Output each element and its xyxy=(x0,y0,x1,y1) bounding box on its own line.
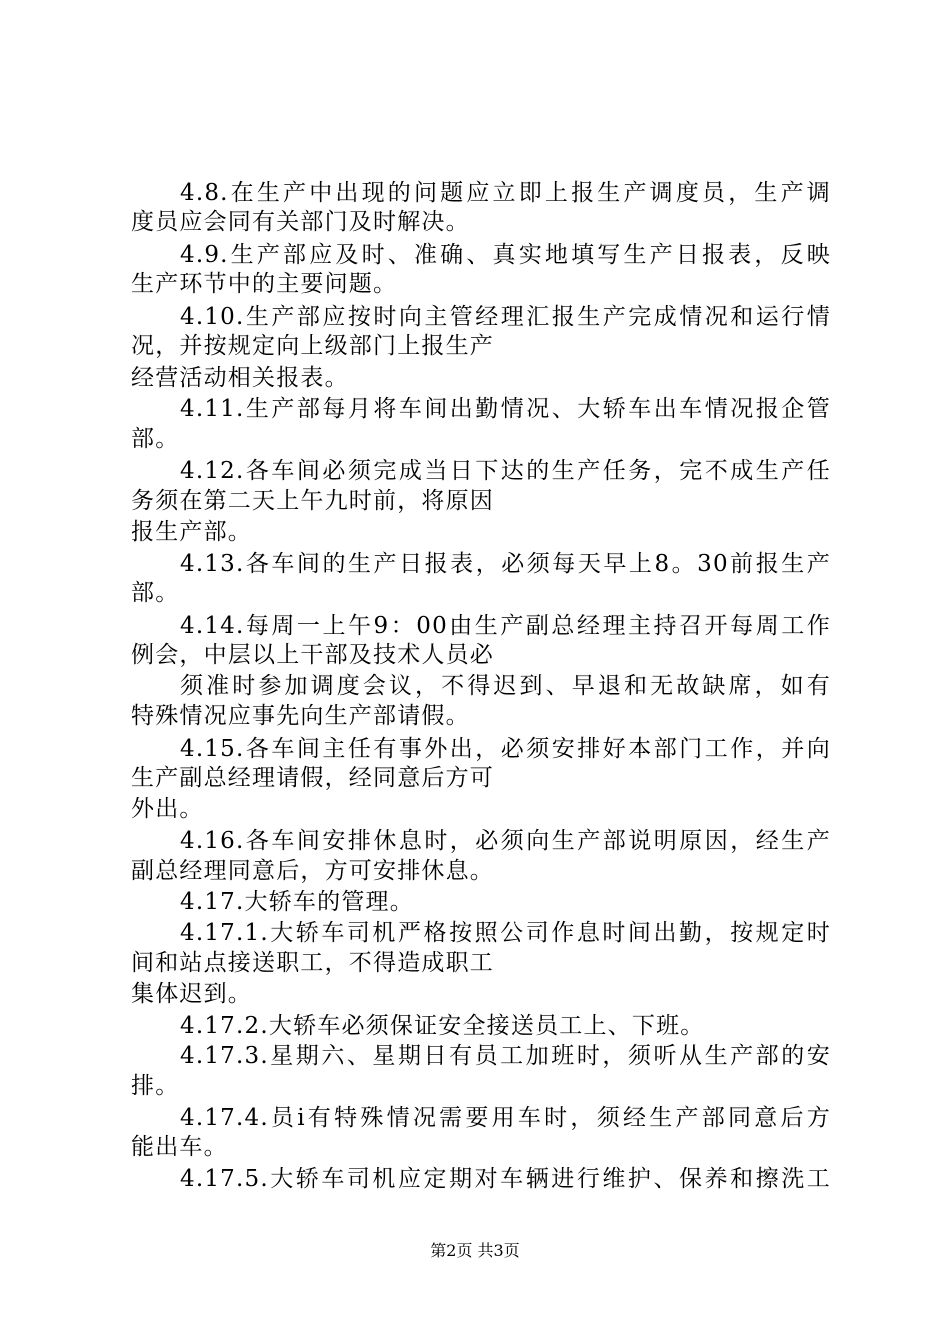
text-line: 部。 xyxy=(131,580,180,606)
text-line: 4.16.各车间安排休息时，必须向生产部说明原因，经生产 xyxy=(180,828,831,854)
text-line: 4.12.各车间必须完成当日下达的生产任务，完不成生产任 xyxy=(180,458,831,484)
text-line: 须准时参加调度会议，不得迟到、早退和无故缺席，如有 xyxy=(180,673,831,699)
text-line: 况，并按规定向上级部门上报生产 xyxy=(131,333,494,359)
text-line: 报生产部。 xyxy=(131,519,252,545)
text-line: 4.8.在生产中出现的问题应立即上报生产调度员，生产调 xyxy=(180,180,831,206)
text-line: 排。 xyxy=(131,1073,180,1099)
page-footer: 第2页 共3页 xyxy=(430,1241,520,1260)
text-line: 4.14.每周一上午9：00由生产副总经理主持召开每周工作 xyxy=(180,613,831,639)
text-line: 集体迟到。 xyxy=(131,981,252,1007)
text-line: 4.9.生产部应及时、准确、真实地填写生产日报表，反映 xyxy=(180,242,831,268)
text-line: 间和站点接送职工，不得造成职工 xyxy=(131,950,494,976)
text-line: 务须在第二天上午九时前，将原因 xyxy=(131,488,494,514)
text-line: 4.17.大轿车的管理。 xyxy=(180,889,414,915)
text-line: 4.17.5.大轿车司机应定期对车辆进行维护、保养和擦洗工 xyxy=(180,1166,831,1192)
text-line: 4.13.各车间的生产日报表，必须每天早上8。30前报生产 xyxy=(180,551,831,577)
text-line: 能出车。 xyxy=(131,1134,228,1160)
text-line: 4.17.1.大轿车司机严格按照公司作息时间出勤，按规定时 xyxy=(180,920,831,946)
text-line: 部。 xyxy=(131,426,180,452)
text-line: 4.17.2.大轿车必须保证安全接送员工上、下班。 xyxy=(180,1013,705,1039)
text-line: 副总经理同意后，方可安排休息。 xyxy=(131,858,494,884)
text-line: 外出。 xyxy=(131,796,204,822)
text-line: 4.10.生产部应按时向主管经理汇报生产完成情况和运行情 xyxy=(180,304,831,330)
text-line: 4.11.生产部每月将车间出勤情况、大轿车出车情况报企管 xyxy=(180,396,831,422)
text-line: 度员应会同有关部门及时解决。 xyxy=(131,209,470,235)
text-line: 经营活动相关报表。 xyxy=(131,365,349,391)
text-line: 例会，中层以上干部及技术人员必 xyxy=(131,642,494,668)
text-line: 特殊情况应事先向生产部请假。 xyxy=(131,703,470,729)
text-line: 4.17.4.员i有特殊情况需要用车时，须经生产部同意后方 xyxy=(180,1105,831,1131)
text-line: 4.15.各车间主任有事外出，必须安排好本部门工作，并向 xyxy=(180,736,831,762)
text-line: 生产环节中的主要问题。 xyxy=(131,271,398,297)
text-line: 4.17.3.星期六、星期日有员工加班时，须听从生产部的安 xyxy=(180,1043,831,1069)
text-line: 生产副总经理请假，经同意后方可 xyxy=(131,765,494,791)
